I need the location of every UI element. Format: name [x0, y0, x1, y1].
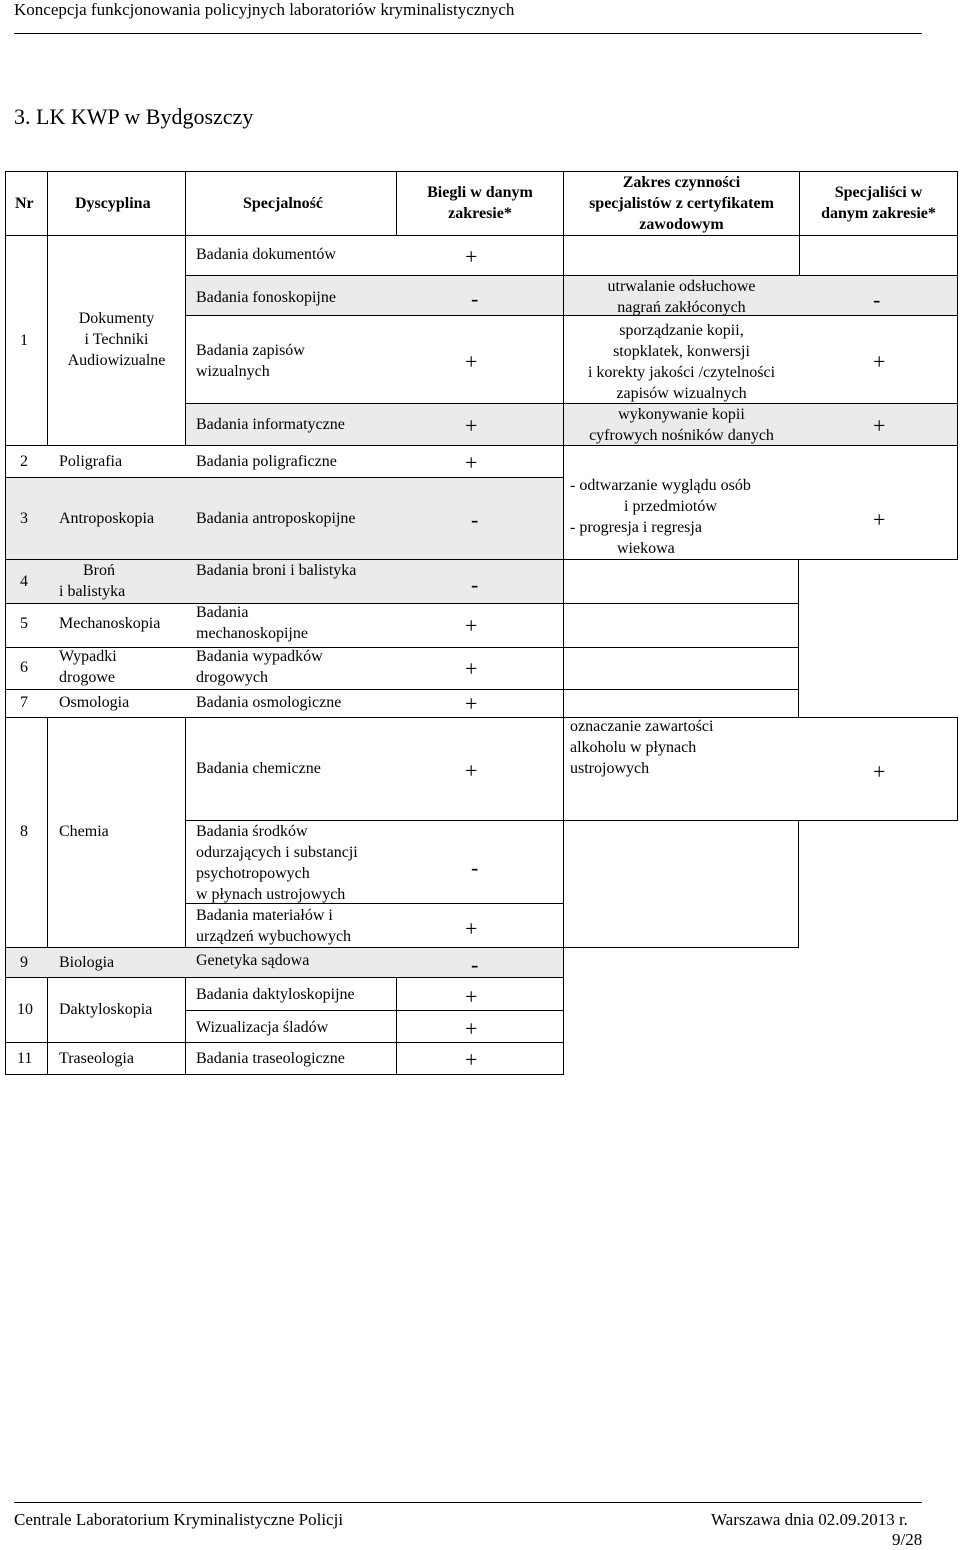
- row1-sub2-name: Badania fonoskopijne: [196, 289, 336, 306]
- row1-sub2-scope: utrwalanie odsłuchowe nagrań zakłóconych: [607, 278, 756, 316]
- row1-sub4-scope: wykonywanie kopii cyfrowych nośników danych: [589, 406, 774, 444]
- row10-discipline: Daktyloskopia: [59, 1001, 153, 1018]
- row1-sub3-name: Badania zapisów wizualnych: [196, 342, 305, 380]
- row7-expert: +: [465, 691, 478, 716]
- col-header-discipline: Dyscyplina: [75, 195, 151, 212]
- col-header-experts: Biegli w danym zakresie*: [427, 184, 533, 222]
- row8-sub1-scope: oznaczanie zawartości alkoholu w płynach ustrojowych: [570, 718, 714, 777]
- col-header-nr: Nr: [15, 195, 34, 212]
- row1-sub2-expert: -: [471, 286, 479, 311]
- row5-expert: +: [465, 613, 478, 638]
- row4-nr: 4: [20, 573, 28, 590]
- row6-discipline: Wypadki drogowe: [59, 648, 117, 686]
- row4-expert: -: [471, 572, 479, 597]
- row8-sub2-expert: -: [471, 855, 479, 880]
- header-rule: [14, 33, 922, 34]
- row10-sub1-expert-cell: [396, 977, 564, 1011]
- row3-discipline: Antroposkopia: [59, 510, 155, 527]
- row3-nr: 3: [20, 510, 28, 527]
- row1-sub2-specialist: -: [873, 287, 881, 312]
- footer-right: Warszawa dnia 02.09.2013 r.: [711, 1510, 908, 1529]
- row10-sub1-name: Badania daktyloskopijne: [196, 986, 355, 1003]
- row4-discipline: Broń i balistyka: [59, 562, 126, 600]
- row5-specialty: Badania mechanoskopijne: [196, 604, 308, 642]
- row8-sub1-name: Badania chemiczne: [196, 760, 321, 777]
- row11-discipline: Traseologia: [59, 1050, 134, 1067]
- footer-left: Centrale Laboratorium Kryminalistyczne Policji: [14, 1510, 344, 1529]
- row9-nr: 9: [20, 954, 28, 971]
- row1-sub1-expert: +: [465, 244, 478, 269]
- row10-sub2-name: Wizualizacja śladów: [196, 1019, 329, 1036]
- row3-specialist: +: [873, 507, 886, 532]
- row3-scope: - odtwarzanie wyglądu osób i przedmiotów - progresja i regresja wiekowa: [570, 477, 751, 557]
- running-header: Koncepcja funkcjonowania policyjnych laboratoriów kryminalistycznych: [14, 0, 515, 19]
- row2-specialty: Badania poligraficzne: [196, 453, 337, 470]
- row8-sub3-name: Badania materiałów i urządzeń wybuchowych: [196, 907, 352, 945]
- row8-sub1-specialist: +: [873, 759, 886, 784]
- row8-sub1-expert: +: [465, 758, 478, 783]
- row1-sub4-specialist: +: [873, 413, 886, 438]
- footer-rule: [14, 1502, 922, 1503]
- row1-sub4-name: Badania informatyczne: [196, 416, 345, 433]
- row8-lower-scope-cell: [563, 820, 799, 948]
- row5-scope-cell: [563, 603, 799, 648]
- row11-nr: 11: [17, 1050, 33, 1067]
- row1-sub3-expert: +: [465, 349, 478, 374]
- row1-nr: 1: [20, 332, 28, 349]
- row1-sub4-expert: +: [465, 413, 478, 438]
- row9-specialty: Genetyka sądowa: [196, 952, 310, 969]
- row6-scope-cell: [563, 647, 799, 690]
- row1-sub3-specialist: +: [873, 349, 886, 374]
- row2-discipline: Poligrafia: [59, 453, 123, 470]
- row8-sub3-expert: +: [465, 916, 478, 941]
- row10-sub1-expert: +: [465, 984, 478, 1009]
- row1-blank-scope-cell: [563, 235, 800, 276]
- row2-nr: 2: [20, 453, 28, 470]
- row5-discipline: Mechanoskopia: [59, 615, 161, 632]
- row8-discipline: Chemia: [59, 823, 109, 840]
- row6-specialty: Badania wypadków drogowych: [196, 648, 323, 686]
- row9-expert: -: [471, 952, 479, 977]
- row8-sub2-name: Badania środków odurzających i substancji psychotropowych w płynach ustrojowych: [196, 823, 358, 903]
- row10-nr: 10: [17, 1001, 33, 1018]
- row1-discipline: Dokumenty i Techniki Audiowizualne: [67, 310, 166, 369]
- row3-specialty: Badania antroposkopijne: [196, 510, 356, 527]
- row7-nr: 7: [20, 694, 28, 711]
- row3-expert: -: [471, 507, 479, 532]
- section-title: 3. LK KWP w Bydgoszczy: [14, 104, 254, 129]
- row7-specialty: Badania osmologiczne: [196, 694, 342, 711]
- row1-sub1-name: Badania dokumentów: [196, 246, 336, 263]
- row9-discipline: Biologia: [59, 954, 115, 971]
- laboratory-table: [5, 171, 958, 1075]
- row4-scope-cell: [563, 559, 799, 604]
- row5-nr: 5: [20, 615, 28, 632]
- row10-sub2-expert-cell: [396, 1010, 564, 1043]
- row11-specialty: Badania traseologiczne: [196, 1050, 345, 1067]
- col-header-specialists: Specjaliści w danym zakresie*: [821, 184, 936, 222]
- row7-scope-cell: [563, 689, 799, 718]
- row8-nr: 8: [20, 823, 28, 840]
- row6-nr: 6: [20, 659, 28, 676]
- row1-sub3-scope: sporządzanie kopii, stopklatek, konwersji i korekty jakości /czytelności zapisów wizualnych: [587, 322, 776, 402]
- page-number: 9/28: [892, 1530, 923, 1549]
- row4-specialty: Badania broni i balistyka: [196, 562, 357, 579]
- row10-sub2-expert: +: [465, 1016, 478, 1041]
- row7-discipline: Osmologia: [59, 694, 130, 711]
- row11-expert-cell: [396, 1042, 564, 1075]
- col-header-scope: Zakres czynności specjalistów z certyfikatem zawodowym: [589, 174, 774, 233]
- row2-expert: +: [465, 450, 478, 475]
- row1-blank-spec-cell: [799, 235, 958, 276]
- row11-expert: +: [465, 1047, 478, 1072]
- col-header-specialty: Specjalność: [243, 195, 323, 212]
- row6-expert: +: [465, 656, 478, 681]
